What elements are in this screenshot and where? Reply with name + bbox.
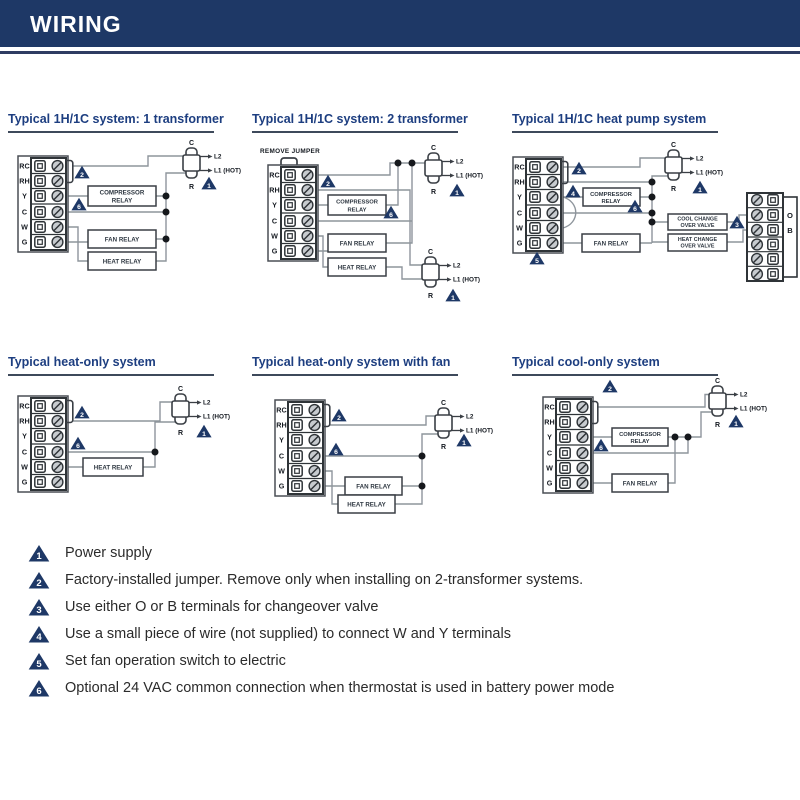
cool-changeover-label: OVER VALVE [680, 223, 715, 229]
terminal-label: RH [19, 416, 30, 426]
terminal-label: RH [544, 417, 555, 427]
compressor-relay-label: RELAY [630, 438, 650, 445]
terminal-label: RH [276, 420, 287, 430]
diagram-title-5: Typical heat-only system with fan [252, 355, 458, 376]
svg-text:5: 5 [535, 258, 539, 266]
note-marker-2 [571, 162, 586, 175]
transformer-r-label: R [188, 184, 195, 191]
terminal-label: RC [514, 162, 525, 172]
svg-text:1: 1 [455, 190, 459, 198]
note-marker-1 [445, 289, 460, 302]
svg-text:2: 2 [337, 415, 341, 423]
heat-relay-label: HEAT RELAY [337, 264, 377, 272]
note-marker-1 [456, 434, 471, 447]
terminal-label: Y [22, 431, 27, 441]
l1-label: L1 (HOT) [740, 405, 767, 413]
note-marker-6 [70, 437, 85, 450]
compressor-relay-label: RELAY [601, 198, 621, 205]
wiring-diagram-heat-only-with-fan [250, 382, 493, 517]
junction-dot [649, 219, 656, 226]
legend-item [28, 571, 788, 590]
terminal-label: C [21, 207, 28, 217]
note-marker-6 [328, 443, 343, 456]
l2-label: L2 [214, 153, 222, 161]
transformer-c-label: C [714, 378, 721, 385]
compressor-relay-label: COMPRESSOR [590, 191, 632, 198]
junction-dot [409, 160, 416, 167]
junction-dot [395, 160, 402, 167]
terminal-label: Y [272, 200, 277, 210]
diagram-title-3: Typical 1H/1C heat pump system [512, 112, 718, 133]
junction-dot [419, 453, 426, 460]
terminal-label: G [278, 481, 285, 491]
terminal-label: G [21, 477, 28, 487]
l1-label: L1 (HOT) [203, 413, 230, 421]
terminal-label: W [278, 466, 285, 476]
terminal-label: G [271, 246, 278, 256]
note-marker-icon [28, 544, 50, 563]
terminal-label-b: B [787, 225, 793, 235]
legend [28, 544, 788, 706]
changeover-terminal-block [747, 193, 797, 281]
terminal-label: Y [279, 435, 284, 445]
diagram-title-2: Typical 1H/1C system: 2 transformer [252, 112, 458, 133]
note-marker-icon [28, 571, 50, 590]
note-marker-2 [331, 409, 346, 422]
diagram-panel-2 [252, 112, 468, 133]
legend-text: Factory-installed jumper. Remove only when installing on 2-transformer systems. [65, 572, 584, 588]
note-marker-1 [201, 177, 216, 190]
fan-relay-label: FAN RELAY [622, 480, 658, 488]
note-marker-icon [28, 598, 50, 617]
compressor-relay-label: COMPRESSOR [336, 199, 378, 206]
terminal-label: RH [269, 185, 280, 195]
legend-item [28, 598, 788, 617]
legend-item [28, 625, 788, 644]
terminal-label: RC [276, 405, 287, 415]
terminal-label: C [546, 448, 553, 458]
terminal-label: G [546, 478, 553, 488]
svg-text:6: 6 [334, 449, 338, 457]
transformer-c-label: C [670, 142, 677, 149]
transformer-c-label: C [440, 400, 447, 407]
note-marker-1 [449, 184, 464, 197]
transformer-r-label: R [714, 422, 721, 429]
note-marker-5 [529, 252, 544, 265]
terminal-label-o: O [787, 210, 793, 220]
diagram-title-4: Typical heat-only system [8, 355, 214, 376]
svg-text:1: 1 [451, 295, 455, 303]
note-marker-1 [692, 181, 707, 194]
l1-label: L1 (HOT) [456, 172, 483, 180]
svg-text:1: 1 [734, 421, 738, 429]
transformer [425, 145, 483, 196]
page-title: WIRING [30, 11, 122, 37]
transformer-r-label: R [430, 189, 437, 196]
svg-text:4: 4 [36, 631, 42, 643]
terminal-block [513, 157, 568, 253]
l2-label: L2 [203, 399, 211, 407]
note-marker-6 [71, 198, 86, 211]
svg-text:1: 1 [207, 183, 211, 191]
legend-text: Use either O or B terminals for changeover valve [65, 599, 379, 615]
note-marker-2 [320, 175, 335, 188]
note-marker-6 [593, 439, 608, 452]
l1-label: L1 (HOT) [466, 427, 493, 435]
svg-text:4: 4 [571, 191, 575, 199]
terminal-label: RC [19, 161, 30, 171]
l2-label: L2 [740, 391, 748, 399]
legend-item [28, 544, 788, 563]
note-marker-2 [74, 406, 89, 419]
note-marker-1 [196, 425, 211, 438]
transformer [665, 142, 723, 193]
compressor-relay-label: COMPRESSOR [619, 431, 661, 438]
transformer-r-label: R [440, 444, 447, 451]
svg-text:3: 3 [36, 604, 42, 616]
terminal-block [543, 397, 598, 493]
legend-text: Optional 24 VAC common connection when thermostat is used in battery power mode [65, 680, 615, 696]
heat-relay-label: HEAT RELAY [102, 258, 142, 266]
svg-text:1: 1 [462, 440, 466, 448]
note-marker-2 [602, 380, 617, 393]
svg-text:1: 1 [36, 550, 42, 562]
junction-dot [163, 193, 170, 200]
heat-changeover-label: OVER VALVE [680, 243, 715, 250]
diagram-panel-6 [512, 355, 720, 376]
svg-text:6: 6 [76, 443, 80, 451]
transformer [172, 386, 230, 437]
note-marker-icon [28, 625, 50, 644]
terminal-block [18, 156, 73, 252]
junction-dot [649, 179, 656, 186]
l2-label: L2 [466, 413, 474, 421]
terminal-label: C [21, 447, 28, 457]
diagram-panel-1 [8, 112, 224, 133]
junction-dot [419, 483, 426, 490]
l2-label: L2 [696, 155, 704, 163]
transformer-r-label: R [177, 430, 184, 437]
junction-dot [152, 449, 159, 456]
heat-relay-label: HEAT RELAY [347, 501, 386, 509]
svg-text:2: 2 [80, 412, 84, 420]
l1-label: L1 (HOT) [696, 169, 723, 177]
heat-changeover-label: HEAT CHANGE [677, 236, 718, 243]
svg-text:5: 5 [36, 658, 42, 670]
note-marker-icon [28, 652, 50, 671]
svg-text:1: 1 [698, 187, 702, 195]
note-marker-2 [74, 166, 89, 179]
fan-relay-label: FAN RELAY [356, 483, 391, 491]
terminal-label: C [271, 216, 278, 226]
terminal-label: W [271, 231, 278, 241]
terminal-label: RC [19, 401, 30, 411]
fan-relay-label: FAN RELAY [104, 236, 140, 244]
terminal-label: W [546, 463, 553, 473]
diagram-panel-4 [8, 355, 216, 376]
note-marker-1 [728, 415, 743, 428]
legend-item [28, 679, 788, 698]
compressor-relay-label: RELAY [347, 207, 367, 214]
transformer-c-label: C [427, 249, 434, 256]
header-bar [0, 0, 800, 47]
terminal-label: G [21, 237, 28, 247]
svg-text:2: 2 [608, 386, 612, 394]
note-marker-4 [565, 185, 580, 198]
junction-dot [672, 434, 679, 441]
wiring-diagram-heat-only [8, 382, 248, 512]
compressor-relay-label: RELAY [111, 197, 133, 205]
terminal-block [18, 396, 73, 492]
terminal-label: RH [19, 176, 30, 186]
terminal-label: RC [544, 402, 555, 412]
terminal-label: C [278, 451, 285, 461]
terminal-label: G [516, 238, 523, 248]
junction-dot [685, 434, 692, 441]
junction-dot [649, 194, 656, 201]
transformer-r-label: R [427, 293, 434, 300]
transformer-c-label: C [188, 140, 195, 147]
l1-label: L1 (HOT) [214, 167, 241, 175]
terminal-label: W [516, 223, 523, 233]
terminal-label: RH [514, 177, 525, 187]
svg-text:2: 2 [36, 577, 42, 589]
svg-text:2: 2 [80, 172, 84, 180]
terminal-block [275, 400, 330, 496]
wiring-diagram-1h1c-2-transformer [250, 140, 490, 312]
junction-dot [649, 210, 656, 217]
svg-text:6: 6 [633, 206, 637, 214]
svg-text:6: 6 [36, 685, 42, 697]
cool-changeover-label: COOL CHANGE [677, 216, 718, 223]
legend-item [28, 652, 788, 671]
wiring-diagram-cool-only [500, 375, 800, 505]
l1-label: L1 (HOT) [453, 276, 480, 284]
transformer-c-label: C [430, 145, 437, 152]
svg-text:1: 1 [202, 431, 206, 439]
junction-dot [163, 209, 170, 216]
fan-relay-label: FAN RELAY [339, 240, 375, 248]
svg-text:6: 6 [599, 445, 603, 453]
fan-relay-label: FAN RELAY [593, 240, 629, 248]
transformer-c-label: C [177, 386, 184, 393]
terminal-label: Y [22, 191, 27, 201]
l2-label: L2 [453, 262, 461, 270]
diagram-title-6: Typical cool-only system [512, 355, 718, 376]
svg-text:6: 6 [389, 212, 393, 220]
remove-jumper-label: REMOVE JUMPER [260, 148, 321, 155]
diagram-title-1: Typical 1H/1C system: 1 transformer [8, 112, 214, 133]
svg-text:2: 2 [577, 168, 581, 176]
heat-relay-label: HEAT RELAY [93, 464, 133, 472]
junction-dot [163, 236, 170, 243]
terminal-label: RC [269, 170, 280, 180]
loose-jumper-icon [281, 158, 297, 165]
terminal-block [268, 165, 318, 261]
transformer-r-label: R [670, 186, 677, 193]
compressor-relay-label: COMPRESSOR [99, 189, 145, 197]
terminal-label: Y [547, 432, 552, 442]
wiring-diagram-heat-pump [500, 140, 800, 318]
note-marker-icon [28, 679, 50, 698]
legend-text: Set fan operation switch to electric [65, 653, 286, 669]
wiring-diagram-1h1c-1-transformer [8, 140, 248, 305]
terminal-label: Y [517, 192, 522, 202]
terminal-label: W [21, 462, 28, 472]
legend-text: Use a small piece of wire (not supplied) to connect W and Y terminals [65, 626, 511, 642]
svg-text:3: 3 [735, 222, 739, 230]
header-rule [0, 51, 800, 54]
terminal-label: W [21, 222, 28, 232]
svg-text:6: 6 [77, 204, 81, 212]
terminal-label: C [516, 208, 523, 218]
l2-label: L2 [456, 158, 464, 166]
diagram-panel-5 [252, 355, 460, 376]
svg-text:2: 2 [326, 181, 330, 189]
legend-text: Power supply [65, 545, 153, 561]
diagram-panel-3 [512, 112, 720, 133]
